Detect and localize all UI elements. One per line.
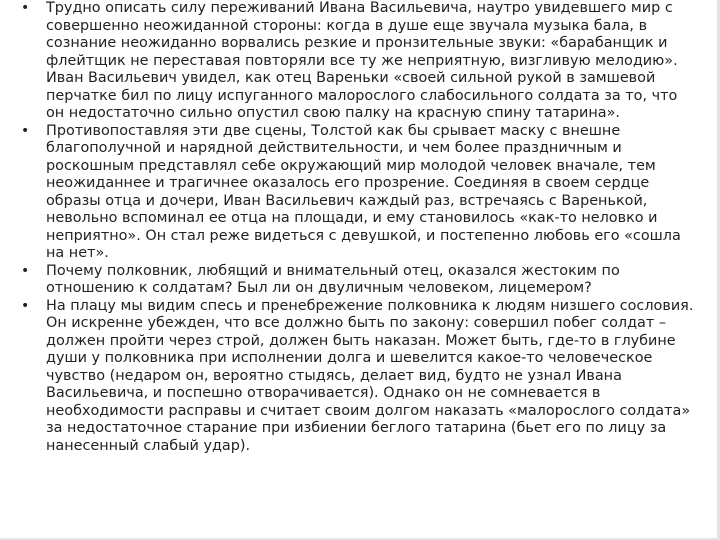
bullet-text: На плацу мы видим спесь и пренебрежение полковника к людям низшего сословия. Он искренне убежден, что все должно быть по закону: совершил побег солдат – должен пройти через строй, должен быть наказан. Может быть, где-то в глубине души у полковника при исполнении долга и шевелится какое-то человеческое чувство (недаром он, вероятно стыдясь, делает вид, будто не узнал Ивана Васильевича, и поспешно отворачивается). Однако он не сомневается в необходимости расправы и считает своим долгом наказать «малорослого солдата» за недостаточное старание при избиении беглого татарина (бьет его по лицу за нанесенный слабый удар). <box>46 297 694 454</box>
bullet-dot-icon: • <box>21 122 30 139</box>
bullet-text: Противопоставляя эти две сцены, Толстой как бы срывает маску с внешне благополучной и нарядной действительности, и чем более праздничным и роскошным представлял себе окружающий мир молодой человек вначале, тем неожиданнее и трагичнее оказалось его прозрение. Соединяя в своем сердце образы отца и дочери, Иван Васильевич каждый раз, встречаясь с Варенькой, невольно вспоминал ее отца на площади, и ему становилось «как-то неловко и неприятно». Он стал реже видеться с девушкой, и постепенно любовь его «сошла на нет». <box>46 122 681 261</box>
bullet-text: Почему полковник, любящий и внимательный отец, оказался жестоким по отношению к солдатам? Был ли он двуличным человеком, лицемером? <box>46 262 620 296</box>
bullet-list <box>20 0 700 455</box>
bullet-dot-icon: • <box>21 262 30 279</box>
bullet-item-4 <box>20 298 700 456</box>
bullet-dot-icon: • <box>21 297 30 314</box>
bullet-dot-icon: • <box>21 0 30 16</box>
bullet-item-3 <box>20 263 700 298</box>
bullet-item-2 <box>20 123 700 263</box>
bullet-item-1 <box>20 0 700 123</box>
bullet-text: Трудно описать силу переживаний Ивана Васильевича, наутро увидевшего мир с совершенно неожиданной стороны: когда в душе еще звучала музыка бала, в сознание неожиданно ворвались резкие и пронзительные звуки: «барабанщик и флейтщик не переставая повторяли все ту же неприятную, визгливую мелодию». Иван Васильевич увидел, как отец Вареньки «своей сильной рукой в замшевой перчатке бил по лицу испуганного малорослого слабосильного солдата за то, что он недостаточно сильно опустил свою палку на красную спину татарина». <box>46 0 678 121</box>
